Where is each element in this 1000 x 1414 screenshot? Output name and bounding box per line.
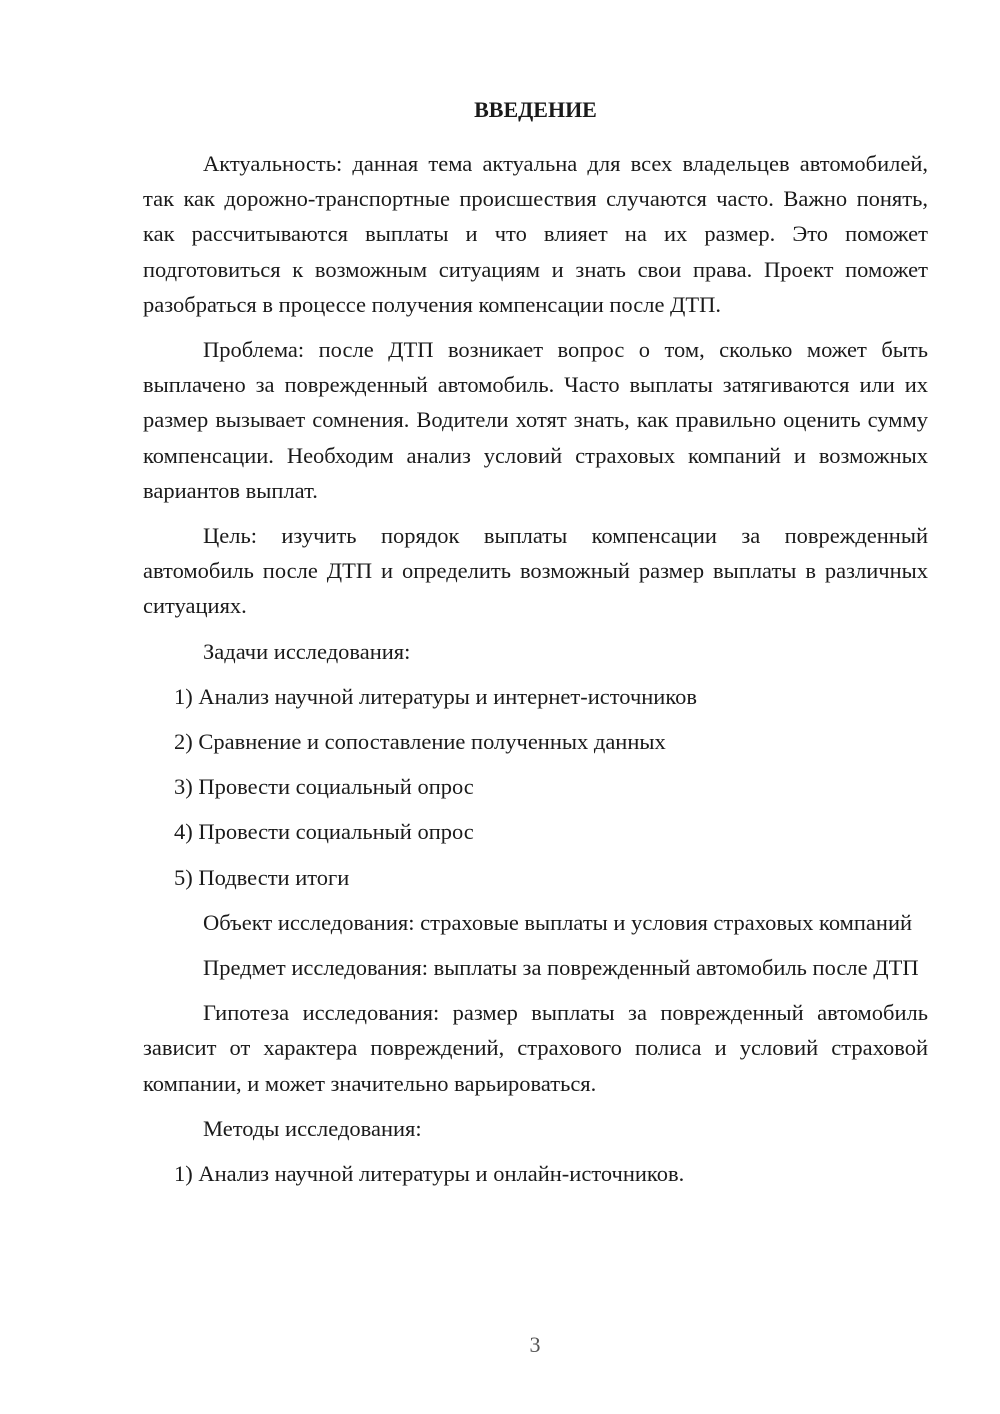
method-item: 1) Анализ научной литературы и онлайн-источников. <box>174 1161 685 1187</box>
task-item: 3) Провести социальный опрос <box>174 774 474 800</box>
subject-paragraph: Предмет исследования: выплаты за поврежденный автомобиль после ДТП <box>203 955 919 981</box>
relevance-paragraph: Актуальность: данная тема актуальна для всех владельцев автомобилей, так как дорожно-транспортные происшествия случаются часто. Важно понять, как рассчитываются выплаты и что влияет на их размер. Это поможет подготовиться к возможным ситуациям и знать свои права. Проект поможет разобраться в процессе получения компенсации после ДТП. <box>143 151 928 317</box>
tasks-heading: Задачи исследования: <box>203 638 411 664</box>
task-item: 1) Анализ научной литературы и интернет-источников <box>174 683 698 709</box>
section-title: ВВЕДЕНИЕ <box>474 97 597 122</box>
task-item: 2) Сравнение и сопоставление полученных данных <box>174 729 666 755</box>
task-item: 4) Провести социальный опрос <box>174 819 474 845</box>
goal-paragraph: Цель: изучить порядок выплаты компенсации за поврежденный автомобиль после ДТП и определить возможный размер выплаты в различных ситуациях. <box>143 523 928 619</box>
methods-heading: Методы исследования: <box>203 1115 422 1141</box>
page-number: 3 <box>529 1332 541 1357</box>
problem-paragraph: Проблема: после ДТП возникает вопрос о том, сколько может быть выплачено за поврежденный автомобиль. Часто выплаты затягиваются или их размер вызывает сомнения. Водители хотят знать, как правильно оценить сумму компенсации. Необходим анализ условий страховых компаний и возможных вариантов выплат. <box>143 337 928 503</box>
task-item: 5) Подвести итоги <box>174 864 350 890</box>
object-paragraph: Объект исследования: страховые выплаты и условия страховых компаний <box>203 909 913 935</box>
document-page <box>143 94 928 1191</box>
hypothesis-paragraph: Гипотеза исследования: размер выплаты за поврежденный автомобиль зависит от характера повреждений, страхового полиса и условий страховой компании, и может значительно варьироваться. <box>143 1000 928 1096</box>
